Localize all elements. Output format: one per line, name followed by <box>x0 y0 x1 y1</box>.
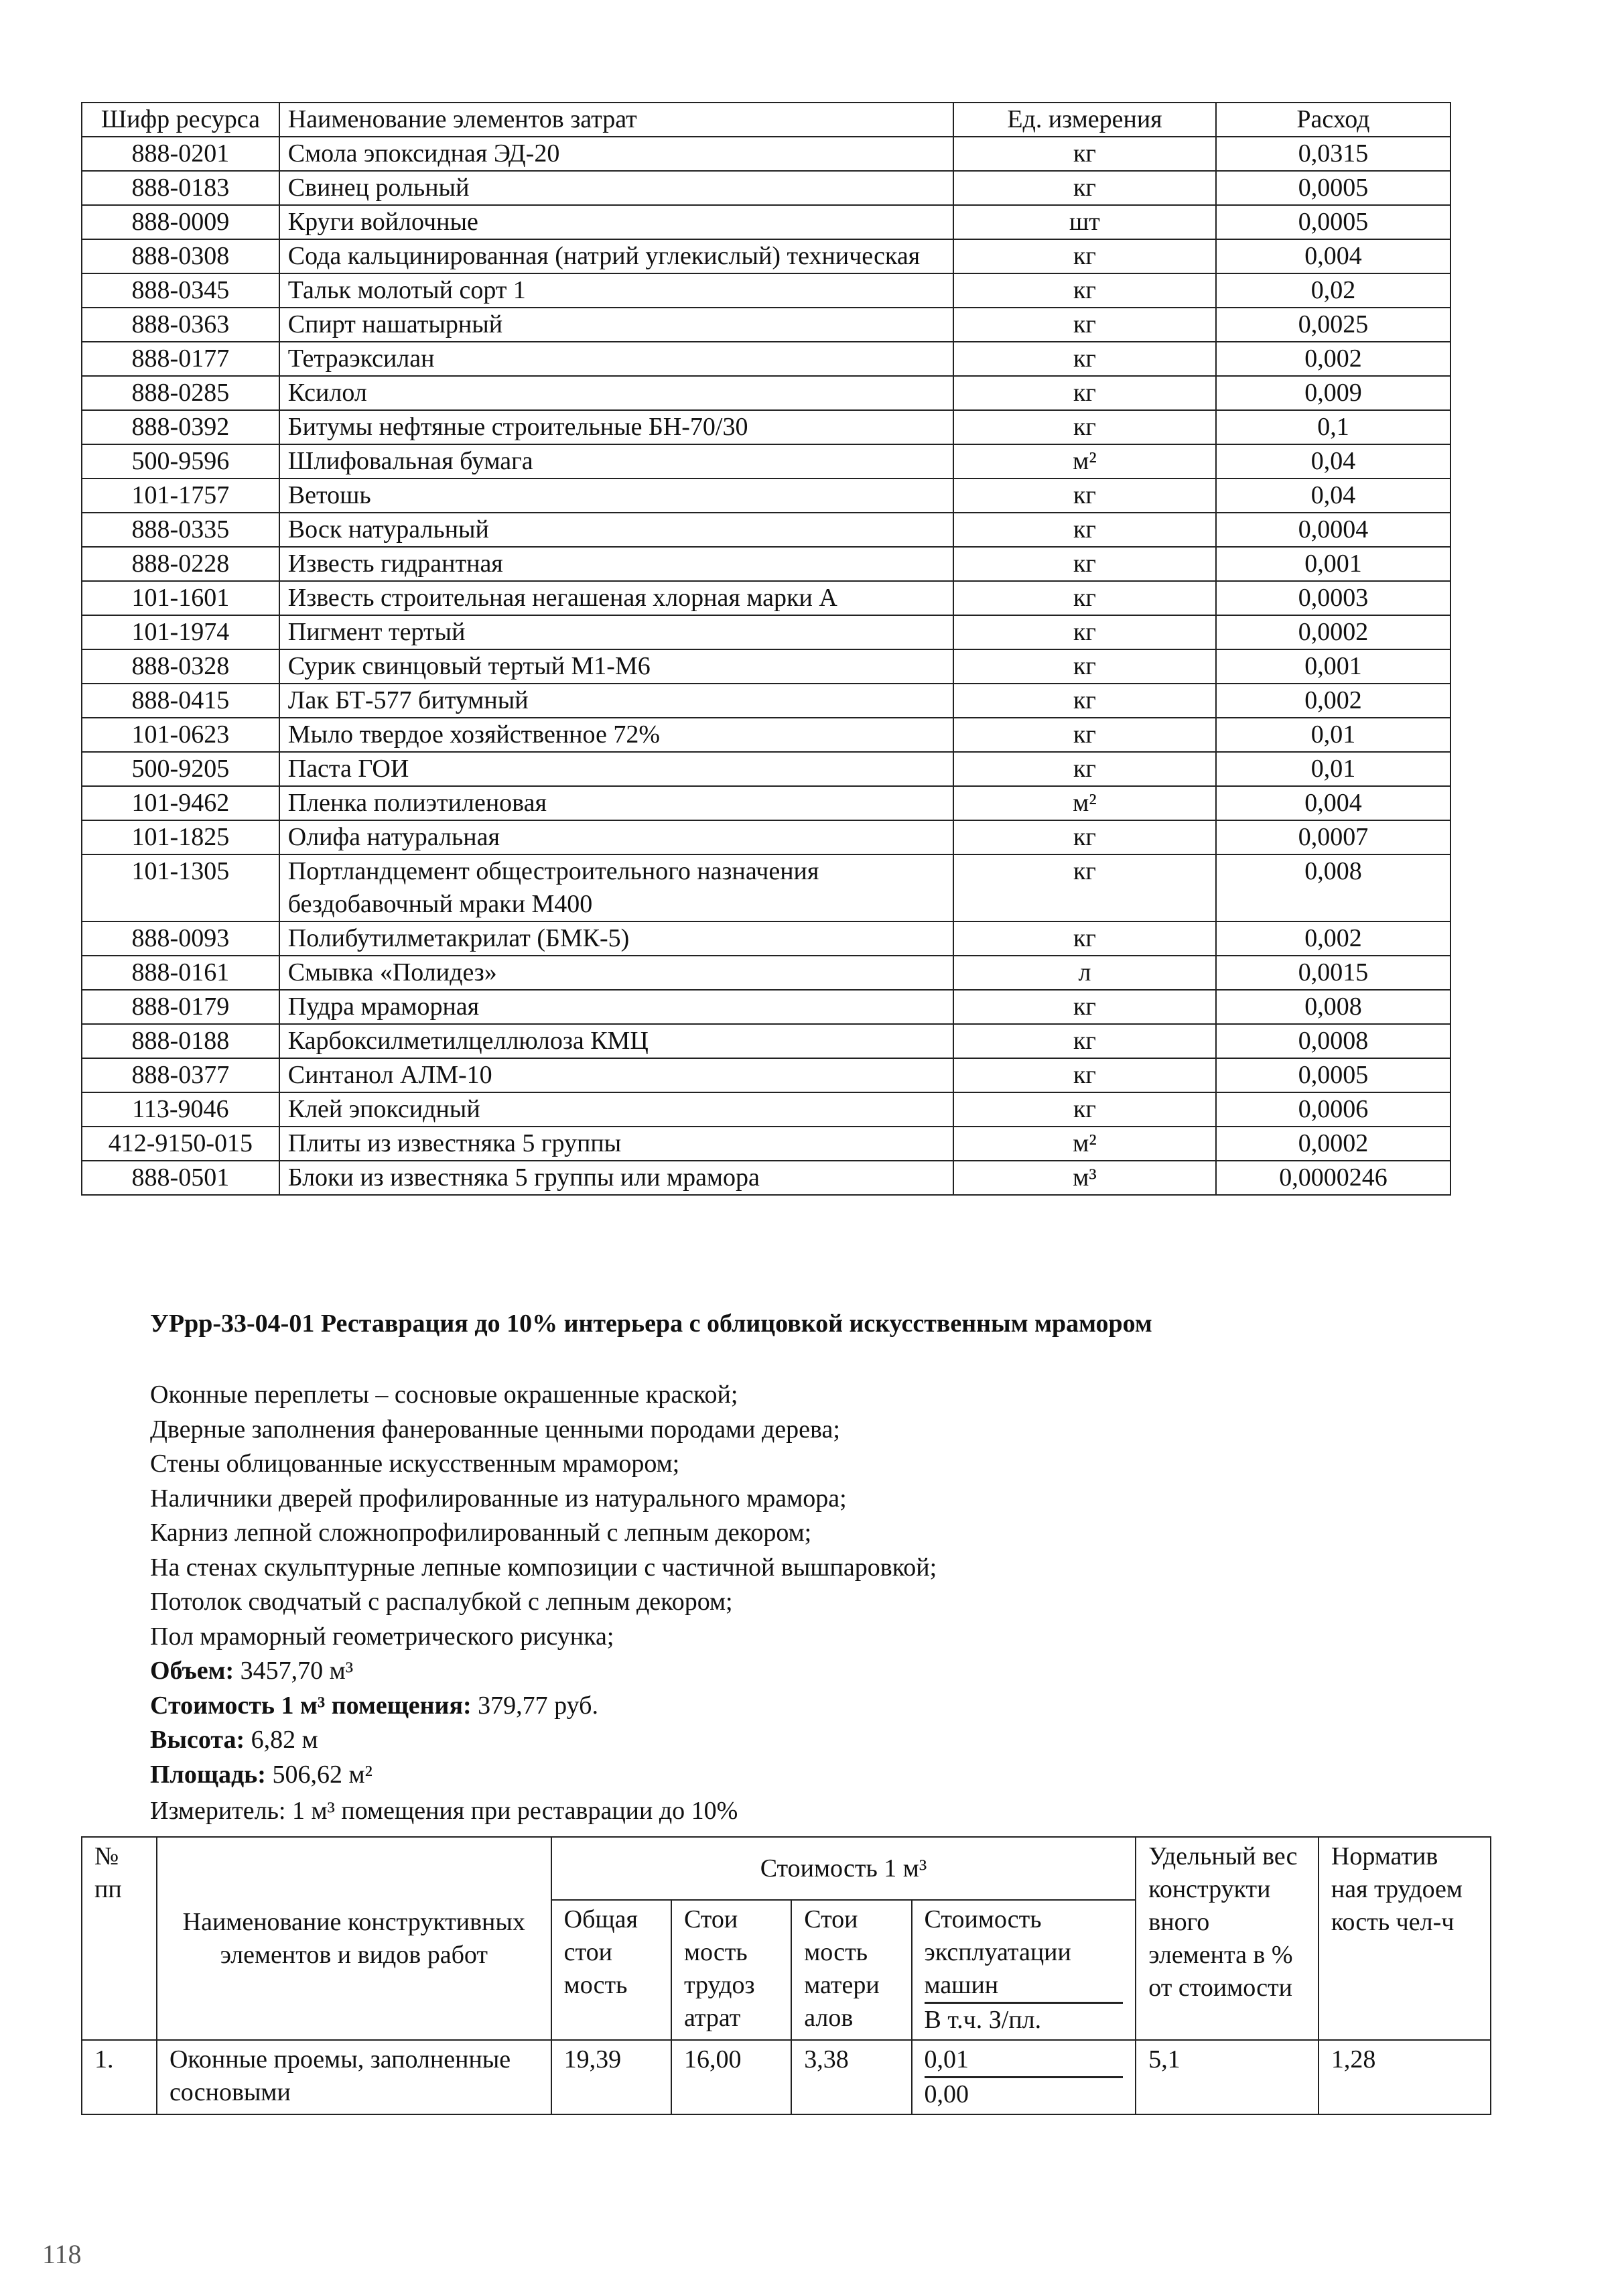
cell-unit: кг <box>953 649 1216 684</box>
cell-unit: кг <box>953 615 1216 649</box>
cell-name: Известь строительная негашеная хлорная марки А <box>279 581 953 615</box>
page-number: 118 <box>42 2239 82 2269</box>
header-weight: Удельный вес конструкти вного элемента в % от стоимости <box>1136 1837 1319 2040</box>
cell-unit: кг <box>953 921 1216 956</box>
description-lines <box>150 1378 937 1654</box>
table-row <box>82 786 1450 820</box>
cell-code: 500-9596 <box>82 444 279 479</box>
cell-code: 113-9046 <box>82 1092 279 1127</box>
cell-code: 888-0177 <box>82 342 279 376</box>
cell-name: Сурик свинцовый тертый М1-М6 <box>279 649 953 684</box>
cell-name: Тальк молотый сорт 1 <box>279 273 953 308</box>
table-row <box>82 308 1450 342</box>
description-line: Оконные переплеты – сосновые окрашенные краской; <box>150 1381 738 1409</box>
cell-qty: 0,0315 <box>1216 137 1450 171</box>
cell-qty: 0,002 <box>1216 921 1450 956</box>
cell-qty: 0,01 <box>1216 718 1450 752</box>
header-total: Общая стои мость <box>551 1900 671 2040</box>
cell-code: 101-1305 <box>82 854 279 921</box>
cell-code: 888-0392 <box>82 410 279 444</box>
table-row <box>82 444 1450 479</box>
cell-unit: кг <box>953 273 1216 308</box>
cell-code: 888-0328 <box>82 649 279 684</box>
cell-code: 888-0228 <box>82 547 279 581</box>
volume-label: Объем: <box>150 1657 234 1685</box>
cell-unit: л <box>953 956 1216 990</box>
header-materials: Стои мость матери алов <box>791 1900 911 2040</box>
table-row <box>82 649 1450 684</box>
table-row <box>82 205 1450 239</box>
header-norm: Норматив ная трудоем кость чел-ч <box>1319 1837 1491 2040</box>
volume-line <box>150 1654 937 1689</box>
cell-qty: 0,0005 <box>1216 205 1450 239</box>
header-name: Наименование элементов затрат <box>279 103 953 137</box>
cell-name: Смывка «Полидез» <box>279 956 953 990</box>
cell-code: 412-9150-015 <box>82 1127 279 1161</box>
cell-name: Олифа натуральная <box>279 820 953 854</box>
table-row <box>82 1058 1450 1092</box>
table-row <box>82 956 1450 990</box>
meter-line: Измеритель: 1 м³ помещения при реставрации до 10% <box>150 1797 738 1825</box>
cell-unit: кг <box>953 137 1216 171</box>
cell-name: Пудра мраморная <box>279 990 953 1024</box>
description-line: Пол мраморный геометрического рисунка; <box>150 1622 614 1651</box>
cell-materials: 3,38 <box>791 2040 911 2114</box>
header-machines-label: Стоимость эксплуатации машин <box>925 1903 1124 2004</box>
table-row <box>82 342 1450 376</box>
cell-code: 888-0335 <box>82 513 279 547</box>
cell-code: 888-0363 <box>82 308 279 342</box>
cell-qty: 0,002 <box>1216 342 1450 376</box>
cell-code: 888-0415 <box>82 684 279 718</box>
resource-table-body <box>82 137 1450 1195</box>
cell-code: 500-9205 <box>82 752 279 786</box>
table-row <box>82 1024 1450 1058</box>
cell-name: Шлифовальная бумага <box>279 444 953 479</box>
cell-unit: кг <box>953 479 1216 513</box>
cell-unit: кг <box>953 410 1216 444</box>
cell-name: Плиты из известняка 5 группы <box>279 1127 953 1161</box>
header-unit: Ед. измерения <box>953 103 1216 137</box>
table-row <box>82 273 1450 308</box>
cell-qty: 0,009 <box>1216 376 1450 410</box>
cell-name: Синтанол АЛМ-10 <box>279 1058 953 1092</box>
cell-qty: 0,008 <box>1216 854 1450 921</box>
cell-code: 888-0183 <box>82 171 279 205</box>
table-row <box>82 479 1450 513</box>
header-machines-sub: В т.ч. З/пл. <box>924 2006 1042 2034</box>
table-row <box>82 615 1450 649</box>
table-row <box>82 239 1450 273</box>
cell-unit: кг <box>953 684 1216 718</box>
header-code: Шифр ресурса <box>82 103 279 137</box>
description-line: Карниз лепной сложнопрофилированный с лепным декором; <box>150 1519 812 1547</box>
cell-code: 101-1825 <box>82 820 279 854</box>
table-row <box>82 820 1450 854</box>
cell-qty: 0,008 <box>1216 990 1450 1024</box>
cell-unit: м³ <box>953 1161 1216 1195</box>
description-line: На стенах скульптурные лепные композиции с частичной вышпаровкой; <box>150 1553 937 1582</box>
description-line: Потолок сводчатый с распалубкой с лепным декором; <box>150 1588 733 1616</box>
cell-name: Пленка полиэтиленовая <box>279 786 953 820</box>
cell-name: Портландцемент общестроительного назначения бездобавочный мраки М400 <box>279 854 953 921</box>
elements-table <box>81 1836 1491 2115</box>
table-row <box>82 854 1450 921</box>
cell-name: Спирт нашатырный <box>279 308 953 342</box>
cell-qty: 0,0006 <box>1216 1092 1450 1127</box>
cell-unit: кг <box>953 1092 1216 1127</box>
cell-unit: кг <box>953 718 1216 752</box>
cell-qty: 0,04 <box>1216 479 1450 513</box>
header-labor: Стои мость трудоз атрат <box>671 1900 791 2040</box>
height-value: 6,82 м <box>251 1726 318 1754</box>
cell-name: Известь гидрантная <box>279 547 953 581</box>
cell-qty: 0,004 <box>1216 786 1450 820</box>
cell-unit: кг <box>953 513 1216 547</box>
cell-unit: кг <box>953 239 1216 273</box>
cell-name: Лак БТ-577 битумный <box>279 684 953 718</box>
description-line: Дверные заполнения фанерованные ценными породами дерева; <box>150 1415 840 1444</box>
volume-value: 3457,70 м³ <box>240 1657 354 1685</box>
cell-code: 888-0179 <box>82 990 279 1024</box>
cell-norm: 1,28 <box>1319 2040 1491 2114</box>
table-row <box>82 581 1450 615</box>
table-row <box>82 513 1450 547</box>
elements-header-row-1 <box>82 1837 1491 1900</box>
cell-name: Паста ГОИ <box>279 752 953 786</box>
cell-qty: 0,0005 <box>1216 171 1450 205</box>
cell-name: Клей эпоксидный <box>279 1092 953 1127</box>
cell-code: 888-0188 <box>82 1024 279 1058</box>
cell-name: Мыло твердое хозяйственное 72% <box>279 718 953 752</box>
cell-name: Тетраэксилан <box>279 342 953 376</box>
cell-name: Полибутилметакрилат (БМК-5) <box>279 921 953 956</box>
cell-qty: 0,0002 <box>1216 615 1450 649</box>
table-row <box>82 410 1450 444</box>
table-row <box>82 921 1450 956</box>
cell-unit: м² <box>953 1127 1216 1161</box>
cell-qty: 0,004 <box>1216 239 1450 273</box>
cell-qty: 0,001 <box>1216 649 1450 684</box>
cell-unit: м² <box>953 444 1216 479</box>
header-machines <box>912 1900 1136 2040</box>
cell-qty: 0,01 <box>1216 752 1450 786</box>
cell-qty: 0,04 <box>1216 444 1450 479</box>
cell-qty: 0,001 <box>1216 547 1450 581</box>
section-heading: УРрр-33-04-01 Реставрация до 10% интерьера с облицовкой искусственным мрамором <box>150 1310 1152 1338</box>
cell-machines <box>912 2040 1136 2114</box>
cell-name: Блоки из известняка 5 группы или мрамора <box>279 1161 953 1195</box>
cell-unit: кг <box>953 581 1216 615</box>
cell-code: 888-0201 <box>82 137 279 171</box>
header-element-name: Наименование конструктивных элементов и видов работ <box>157 1837 551 2040</box>
cell-unit: кг <box>953 308 1216 342</box>
cell-num: 1. <box>82 2040 157 2114</box>
table-row <box>82 684 1450 718</box>
cell-unit: кг <box>953 990 1216 1024</box>
cell-qty: 0,02 <box>1216 273 1450 308</box>
cell-unit: кг <box>953 752 1216 786</box>
cell-total: 19,39 <box>551 2040 671 2114</box>
cell-code: 888-0345 <box>82 273 279 308</box>
area-line <box>150 1758 937 1793</box>
cell-unit: шт <box>953 205 1216 239</box>
area-value: 506,62 м² <box>272 1760 373 1789</box>
cell-name: Карбоксилметилцеллюлоза КМЦ <box>279 1024 953 1058</box>
cell-code: 888-0285 <box>82 376 279 410</box>
cell-code: 888-0093 <box>82 921 279 956</box>
cell-code: 101-0623 <box>82 718 279 752</box>
cell-name: Свинец рольный <box>279 171 953 205</box>
cell-labor: 16,00 <box>671 2040 791 2114</box>
cell-machines-sub-value: 0,00 <box>924 2080 969 2108</box>
cost-label: Стоимость 1 м³ помещения: <box>150 1691 472 1720</box>
resource-table <box>81 102 1451 1196</box>
cell-qty: 0,1 <box>1216 410 1450 444</box>
cell-code: 101-9462 <box>82 786 279 820</box>
elements-table-body <box>82 2040 1491 2114</box>
table-row <box>82 137 1450 171</box>
cell-qty: 0,002 <box>1216 684 1450 718</box>
cell-name: Битумы нефтяные строительные БН-70/30 <box>279 410 953 444</box>
header-cost-group: Стоимость 1 м³ <box>551 1837 1136 1900</box>
cell-name: Ксилол <box>279 376 953 410</box>
table-row <box>82 171 1450 205</box>
cell-qty: 0,0007 <box>1216 820 1450 854</box>
cell-name: Смола эпоксидная ЭД-20 <box>279 137 953 171</box>
table-row <box>82 547 1450 581</box>
cell-unit: кг <box>953 854 1216 921</box>
table-row <box>82 752 1450 786</box>
cell-name: Оконные проемы, заполненные сосновыми <box>157 2040 551 2114</box>
cell-code: 101-1757 <box>82 479 279 513</box>
cell-unit: кг <box>953 171 1216 205</box>
cost-line <box>150 1689 937 1724</box>
cell-qty: 0,0004 <box>1216 513 1450 547</box>
cell-unit: кг <box>953 376 1216 410</box>
description-line: Стены облицованные искусственным мрамором; <box>150 1450 680 1478</box>
cell-code: 101-1974 <box>82 615 279 649</box>
cell-unit: кг <box>953 547 1216 581</box>
table-row <box>82 2040 1491 2114</box>
cell-machines-value: 0,01 <box>925 2043 1124 2078</box>
table-row <box>82 1127 1450 1161</box>
cell-qty: 0,0000246 <box>1216 1161 1450 1195</box>
cell-code: 888-0377 <box>82 1058 279 1092</box>
cell-unit: кг <box>953 1058 1216 1092</box>
cell-unit: кг <box>953 342 1216 376</box>
cell-name: Круги войлочные <box>279 205 953 239</box>
section-description <box>150 1378 937 1792</box>
cell-qty: 0,0002 <box>1216 1127 1450 1161</box>
height-label: Высота: <box>150 1726 245 1754</box>
cell-name: Воск натуральный <box>279 513 953 547</box>
cell-qty: 0,0005 <box>1216 1058 1450 1092</box>
cell-qty: 0,0015 <box>1216 956 1450 990</box>
cell-weight: 5,1 <box>1136 2040 1319 2114</box>
cell-name: Ветошь <box>279 479 953 513</box>
cell-qty: 0,0008 <box>1216 1024 1450 1058</box>
header-qty: Расход <box>1216 103 1450 137</box>
height-line <box>150 1723 937 1758</box>
cell-unit: м² <box>953 786 1216 820</box>
table-row <box>82 1092 1450 1127</box>
area-label: Площадь: <box>150 1760 266 1789</box>
cell-unit: кг <box>953 820 1216 854</box>
cell-name: Пигмент тертый <box>279 615 953 649</box>
cell-qty: 0,0025 <box>1216 308 1450 342</box>
table-row <box>82 1161 1450 1195</box>
cell-code: 888-0308 <box>82 239 279 273</box>
cell-name: Сода кальцинированная (натрий углекислый) техническая <box>279 239 953 273</box>
table-row <box>82 376 1450 410</box>
cell-qty: 0,0003 <box>1216 581 1450 615</box>
header-num: № пп <box>82 1837 157 2040</box>
cell-code: 888-0501 <box>82 1161 279 1195</box>
description-line: Наличники дверей профилированные из натурального мрамора; <box>150 1484 847 1513</box>
cell-code: 888-0009 <box>82 205 279 239</box>
cell-code: 101-1601 <box>82 581 279 615</box>
table-row <box>82 718 1450 752</box>
table-row <box>82 990 1450 1024</box>
cell-code: 888-0161 <box>82 956 279 990</box>
resource-table-header <box>82 103 1450 137</box>
cost-value: 379,77 руб. <box>478 1691 599 1720</box>
cell-unit: кг <box>953 1024 1216 1058</box>
